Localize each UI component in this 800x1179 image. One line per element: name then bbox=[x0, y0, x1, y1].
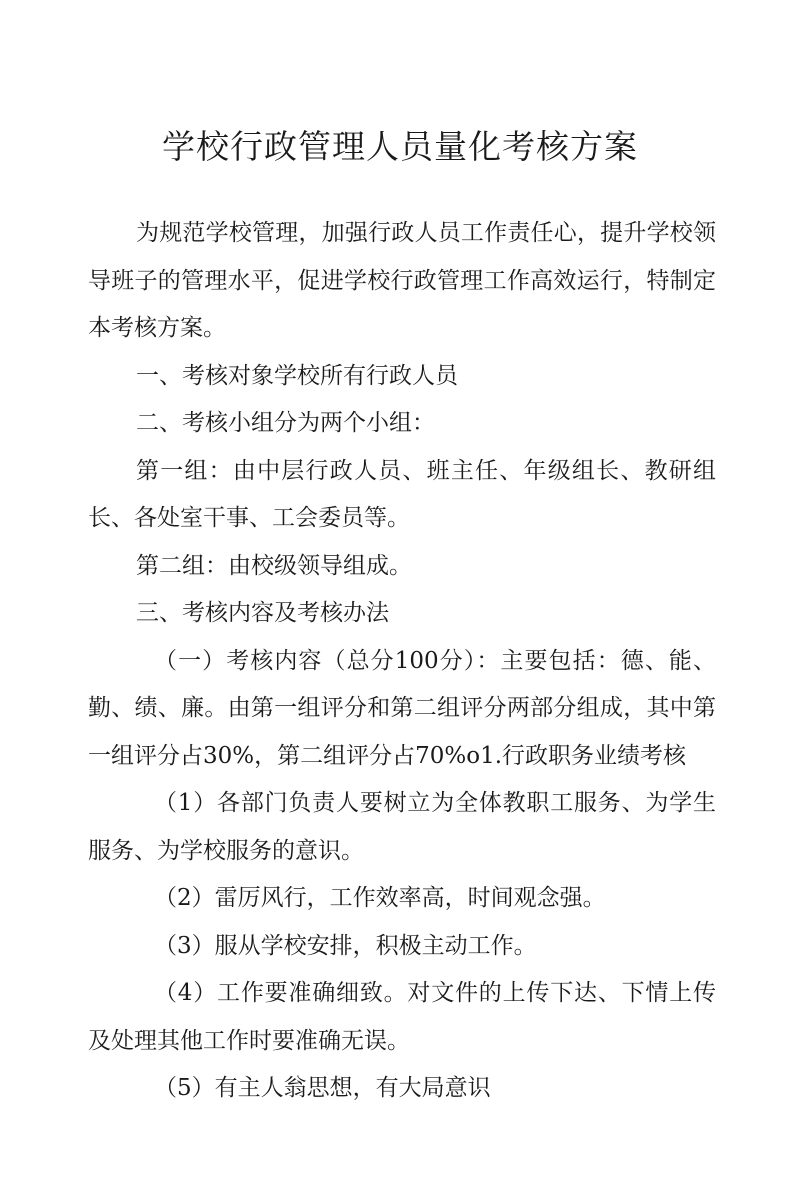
section-2-heading: 二、考核小组分为两个小组： bbox=[136, 410, 435, 436]
item-5-paragraph: （5）有主人翁思想，有大局意识 bbox=[154, 1075, 491, 1101]
document-title: 学校行政管理人员量化考核方案 bbox=[162, 127, 638, 166]
item-2-paragraph: （2）雷厉风行，工作效率高，时间观念强。 bbox=[154, 885, 606, 911]
item-4-paragraph: （4）工作要准确细致。对文件的上传下达、下情上传及处理其他工作时要准确无误。 bbox=[88, 980, 716, 1054]
content-paragraph: （一）考核内容（总分100分）：主要包括：德、能、勤、绩、廉。由第一组评分和第二组评分两部分组成，其中第一组评分占30%，第二组评分占70%o1.行政职务业绩考核 bbox=[88, 647, 716, 769]
intro-paragraph: 为规范学校管理，加强行政人员工作责任心，提升学校领导班子的管理水平，促进学校行政管理工作高效运行，特制定本考核方案。 bbox=[88, 220, 716, 341]
item-1-paragraph: （1）各部门负责人要树立为全体教职工服务、为学生服务、为学校服务的意识。 bbox=[88, 790, 716, 864]
group-1-paragraph: 第一组：由中层行政人员、班主任、年级组长、教研组长、各处室干事、工会委员等。 bbox=[88, 457, 716, 531]
section-3-heading: 三、考核内容及考核办法 bbox=[136, 600, 389, 626]
item-3-paragraph: （3）服从学校安排，积极主动工作。 bbox=[154, 932, 537, 959]
document-body bbox=[88, 210, 716, 1113]
section-1-heading: 一、考核对象学校所有行政人员 bbox=[136, 362, 458, 389]
group-2-paragraph: 第二组：由校级领导组成。 bbox=[136, 552, 412, 579]
